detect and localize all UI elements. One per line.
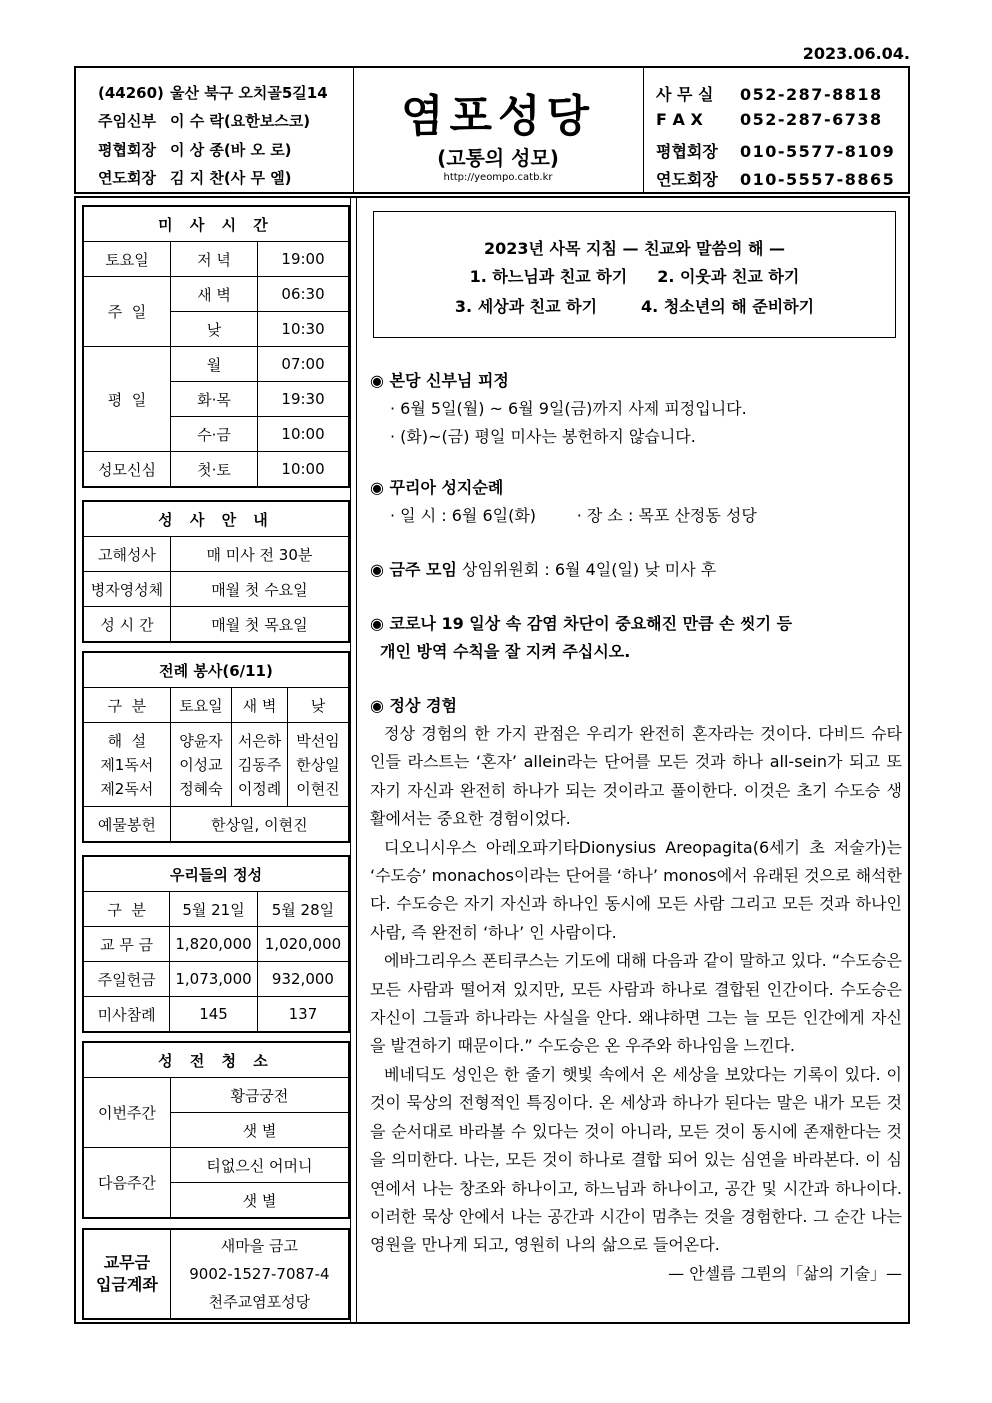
bulletin-header: [74, 66, 910, 194]
parish-title-block: [353, 68, 644, 192]
cleaning-table: 성 전 청 소 이번주간 황금궁전 샛 별 다음주간 티없으신 어머니 샛 별: [82, 1041, 350, 1219]
parish-url[interactable]: http://yeompo.catb.kr: [443, 172, 553, 183]
liturgy-title: 전례 봉사(6/11): [83, 652, 349, 688]
prayer-president-row: 연도회장 김 지 찬(사 무 엘): [98, 169, 292, 187]
prayer-phone-row: 연도회장 010-5557-8865: [656, 170, 896, 189]
sacrament-table: 성 사 안 내 고해성사 매 미사 전 30분 병자영성체 매월 첫 수요일 성 시 간 매월 첫 목요일: [82, 500, 350, 643]
article-heading: ◉ 정상 경험: [370, 696, 457, 715]
offering-title: 우리들의 정성: [83, 856, 349, 892]
account-table: 교무금 입금계좌 새마을 금고 9002-1527-7087-4 천주교염포성당: [82, 1228, 350, 1320]
article-body: 정상 경험의 한 가지 관점은 우리가 완전히 혼자라는 것이다. 다비드 슈타인들 라스트는 ‘혼자’ allein라는 단어를 모든 것과 하나 all-sein가 되고 또 자기 자신과 완전히 하나가 되는 것이라고 풀이한다. 이것은 초기 수도승 생활에서는 중요한 경험이었다. 디오니시우스 아레오파기타Dionysius Areopagita(6세기 초 저술가)는 ‘수도승’ monachos이라는 단어를 ‘하나’ monos에서 유래된 것으로 해석한다. 수도승은 자기 자신과 하나인 동시에 모든 사람 그리고 모든 것과 하나인 사람, 즉 완전히 ‘하나’ 인 사람이다. 에바그리우스 폰티쿠스는 기도에 대해 다음과 같이 말하고 있다. “수도승은 모든 사람과 떨어져 있지만, 모든 사람과 하나로 결합된 인간이다. 수도승은 자신이 그들과 하나라는 사실을 안다. 왜냐하면 그는 늘 모든 인간에게 자신을 발견하기 때문이다.” 수도승은 온 우주와 하나임을 느낀다. 베네딕도 성인은 한 줄기 햇빛 속에서 온 세상을 보았다는 기록이 있다. 이것이 묵상의 전형적인 특징이다. 온 세상과 하나가 된다는 말은 내가 모든 것을 순서대로 바라볼 수 있다는 것이 아니라, 모든 것이 동시에 존재한다는 것을 의미한다. 나는, 모든 것이 하나로 결합 되어 있는 심연을 바라본다. 이 심연에서 나는 창조와 하나이고, 하느님과 하나이고, 공간 및 시간과 하나이다. 이러한 묵상 안에서 나는 공간과 시간이 멈추는 것을 경험한다. 그 순간 나는 영원을 만나게 되고, 영원히 나의 삶으로 들어온다. — 안셀름 그륀의「삶의 기술」—: [370, 720, 902, 1288]
address-row: (44260) 울산 북구 오치골5길14: [98, 84, 328, 102]
notice-retreat: ◉ 본당 신부님 피정 · 6월 5일(월) ~ 6월 9일(금)까지 사제 피정입니다. · (화)~(금) 평일 미사는 봉헌하지 않습니다.: [370, 371, 747, 446]
council-president-row: 평협회장 이 상 종(바 오 로): [98, 141, 292, 159]
pastor-row: 주임신부 이 수 락(요한보스코): [98, 112, 311, 130]
sacrament-title: 성 사 안 내: [83, 501, 349, 537]
mass-schedule-title: 미 사 시 간: [83, 206, 349, 242]
fax-row: F A X 052-287-6738: [656, 110, 883, 129]
notice-meeting: ◉ 금주 모임 상임위원회 : 6월 4일(일) 낮 미사 후: [370, 560, 717, 579]
notice-pilgrimage: ◉ 꾸리아 성지순례 · 일 시 : 6월 6일(화) · 장 소 : 목포 산정동 성당: [370, 478, 757, 525]
parish-info: [76, 68, 354, 192]
offering-table: 우리들의 정성 구 분 5월 21일 5월 28일 교 무 금 1,820,000 1,020,000 주일헌금 1,073,000 932,000 미사참례 145 137: [82, 855, 350, 1033]
bulletin-date: 2023.06.04.: [802, 44, 910, 63]
parish-subtitle: (고통의 성모): [437, 146, 559, 170]
cleaning-title: 성 전 청 소: [83, 1042, 349, 1078]
contact-info: [644, 68, 908, 192]
parish-title: 염포성당: [400, 91, 595, 142]
council-phone-row: 평협회장 010-5577-8109: [656, 142, 896, 161]
mass-schedule-table: 미 사 시 간 토요일 저 녁 19:00 주 일 새 벽 06:30 낮 10:30 평 일 월 07:00 화·목 19:30 수·금 10:00 성모신심 첫·토 10:00: [82, 205, 350, 488]
pastoral-goal-box: 2023년 사목 지침 — 친교와 말씀의 해 — 1. 하느님과 친교 하기 2. 이웃과 친교 하기 3. 세상과 친교 하기 4. 청소년의 해 준비하기: [373, 211, 896, 338]
article-source: — 안셀름 그륀의「삶의 기술」—: [668, 1263, 902, 1283]
notice-covid: ◉ 코로나 19 일상 속 감염 차단이 중요해진 만큼 손 씻기 등 개인 방역 수칙을 잘 지켜 주십시오.: [370, 614, 793, 661]
office-phone-row: 사 무 실 052-287-8818: [656, 85, 883, 104]
liturgy-service-table: 전례 봉사(6/11) 구 분 토요일 새 벽 낮 해 설 제1독서 제2독서 양윤자 이성교 정혜숙 서은하 김동주 이정례 박선임 한상일 이현진 예물봉헌 한상일, 이현진: [82, 651, 350, 843]
